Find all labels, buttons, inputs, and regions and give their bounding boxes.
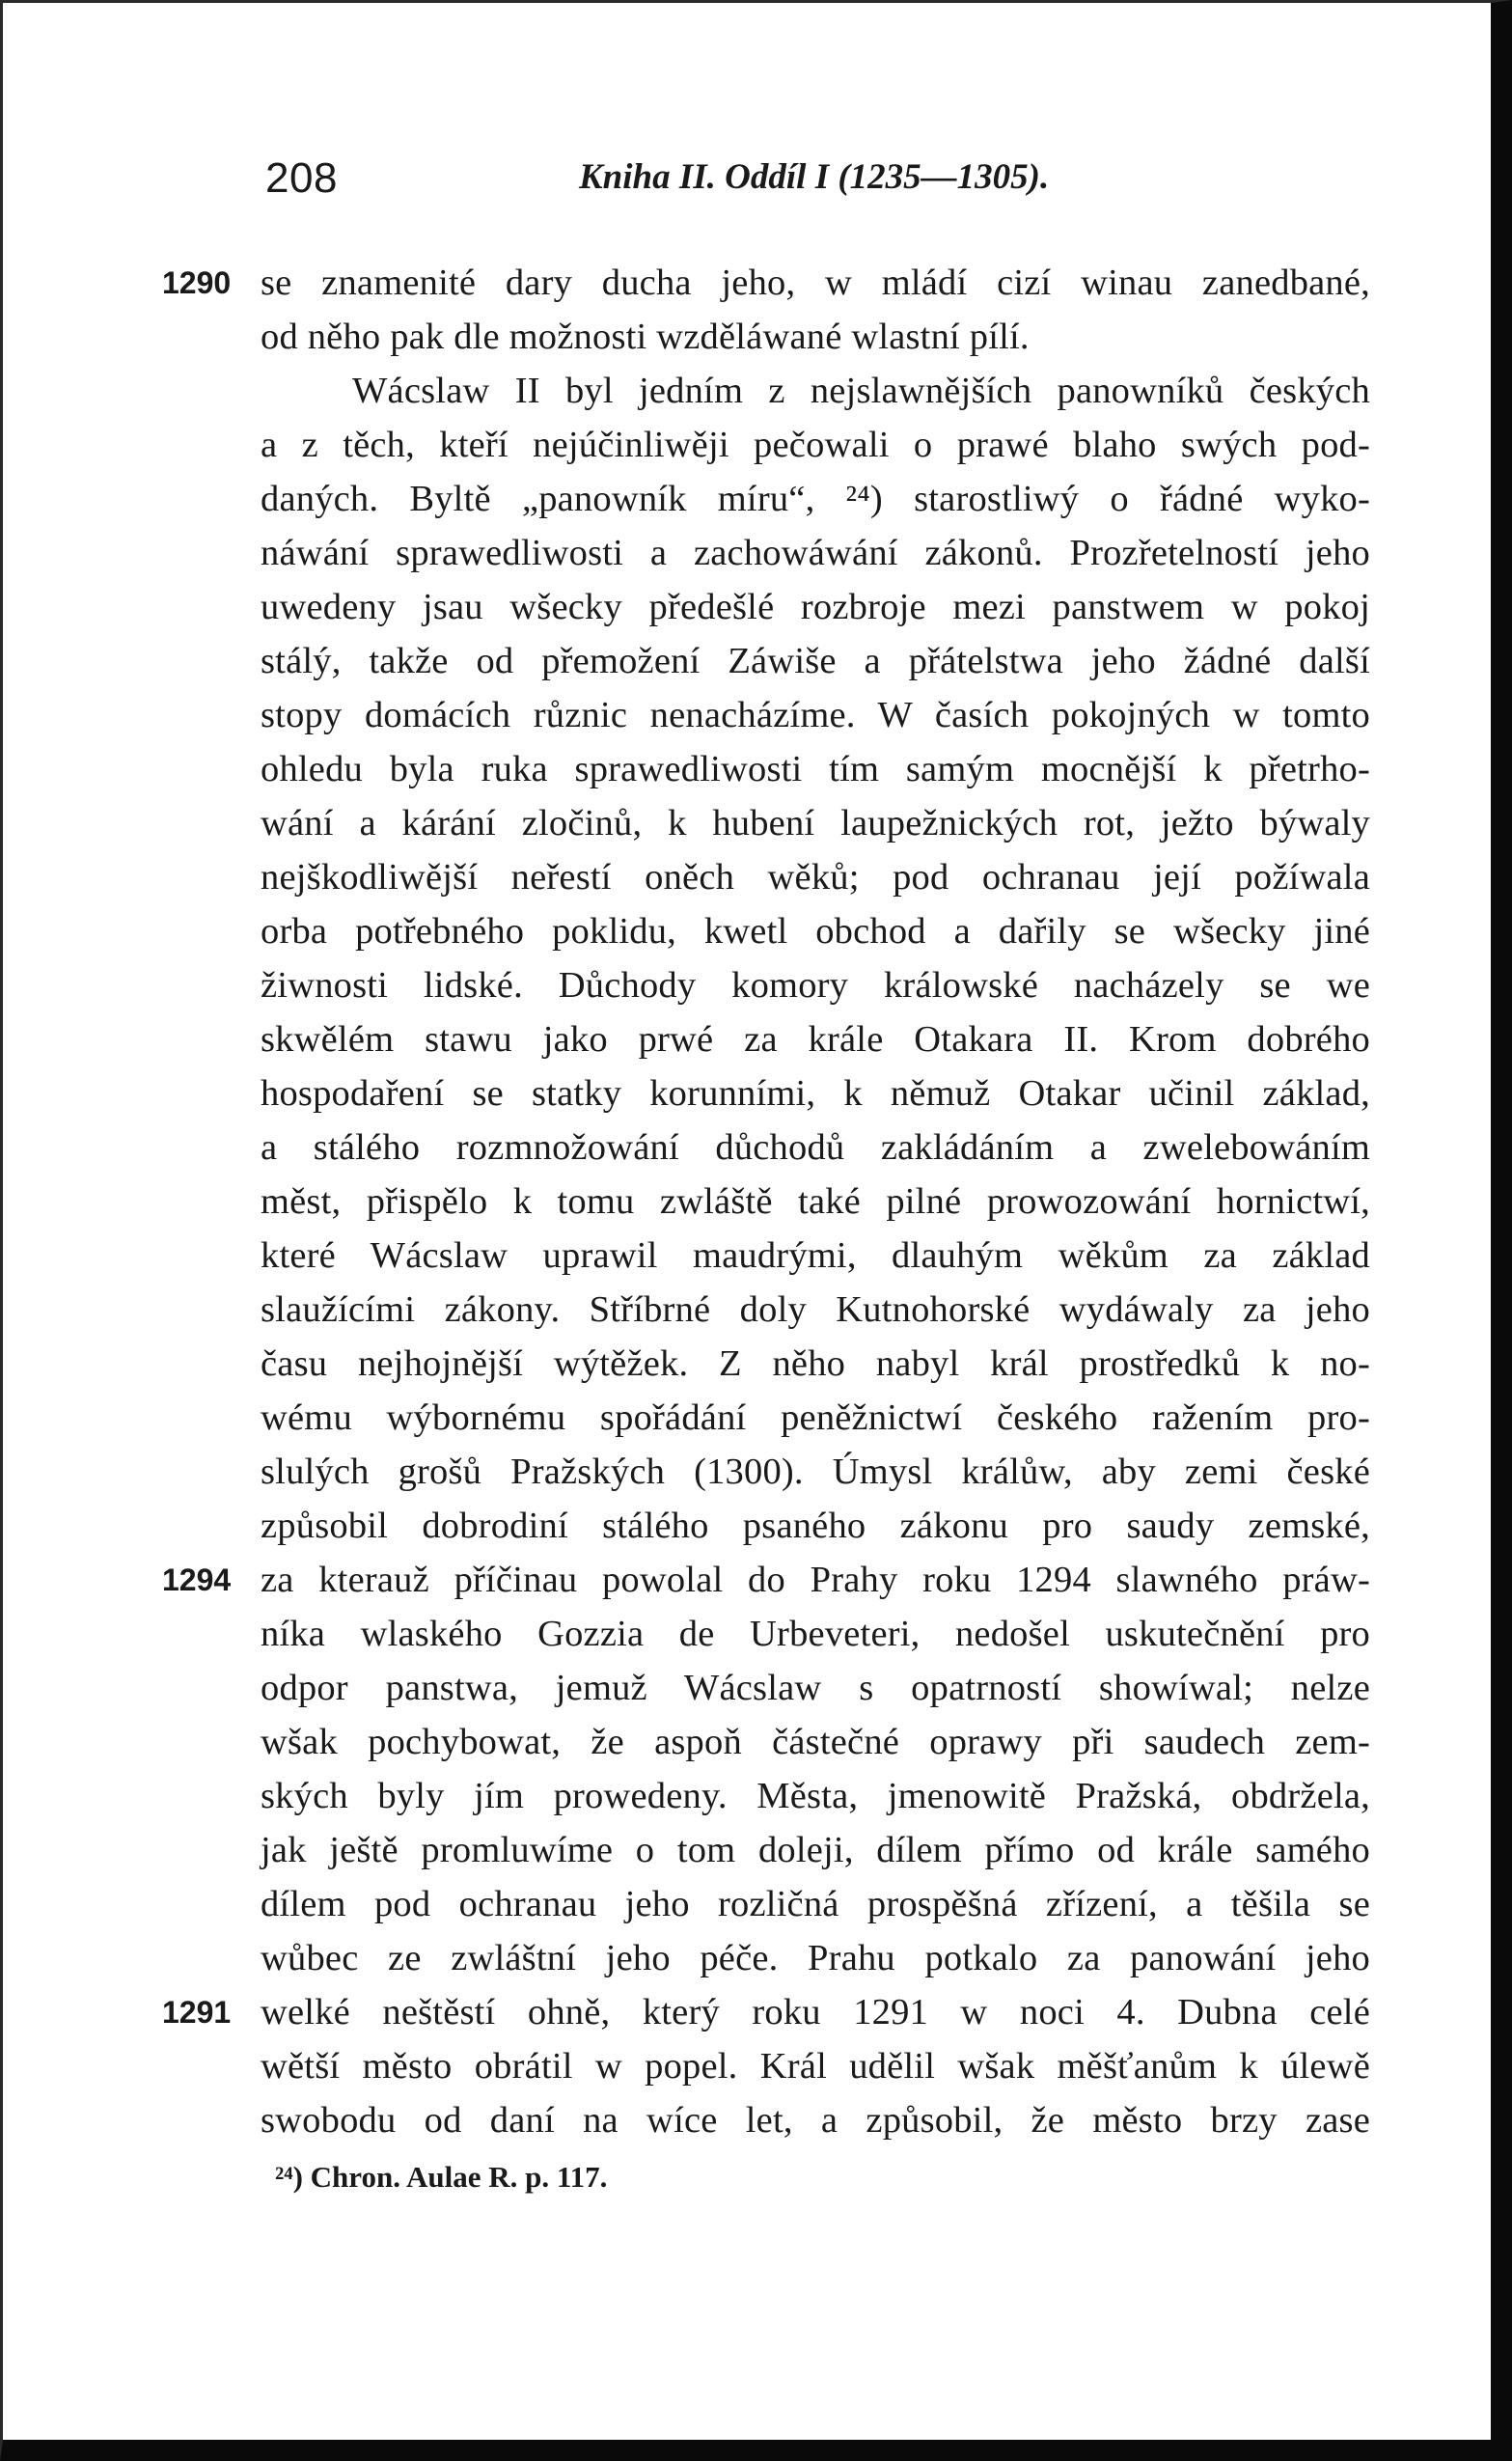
text-line: orba potřebného poklidu, kwetl obchod a dařily se wšecky jiné xyxy=(261,911,1370,952)
text-line: uwedeny jsau wšecky předešlé rozbroje mezi panstwem w pokoj xyxy=(261,587,1370,627)
text-line: ských byly jím prowedeny. Města, jmenowitě Pražská, obdržela, xyxy=(261,1776,1370,1816)
text-line: ohledu byla ruka sprawedliwosti tím samým mocnější k přetrho- xyxy=(261,749,1370,789)
text-line: od něho pak dle možnosti wzděláwané wlastní pílí. xyxy=(261,317,1030,357)
page-number: 208 xyxy=(265,154,338,202)
text-line: způsobil dobrodiní stálého psaného zákonu pro saudy zemské, xyxy=(261,1506,1370,1546)
text-line: které Wácslaw uprawil maudrými, dlauhým wěkům za základ xyxy=(261,1235,1370,1276)
text-line: níka wlaského Gozzia de Urbeveteri, nedošel uskutečnění pro xyxy=(261,1614,1370,1654)
text-line: slaužícími zákony. Stříbrné doly Kutnohorské wydáwaly za jeho xyxy=(261,1289,1370,1330)
text-line: žiwnosti lidské. Důchody komory králowské nacházely se we xyxy=(261,965,1370,1006)
text-line: jak ještě promluwíme o tom doleji, dílem přímo od krále samého xyxy=(261,1830,1370,1870)
text-line: wětší město obrátil w popel. Král udělil wšak měšťanům k úlewě xyxy=(261,2046,1370,2087)
text-line: a z těch, kteří nejúčinliwěji pečowali o prawé blaho swých pod- xyxy=(261,425,1370,465)
margin-year: 1290 xyxy=(162,265,232,300)
margin-year: 1291 xyxy=(162,1995,232,2030)
running-head: Kniha II. Oddíl I (1235—1305). xyxy=(579,157,1050,197)
margin-year: 1294 xyxy=(162,1562,232,1597)
text-line: odpor panstwa, jemuž Wácslaw s opatrností showíwal; nelze xyxy=(261,1668,1370,1708)
text-line: měst, přispělo k tomu zwláště také pilné prowozowání hornictwí, xyxy=(261,1181,1370,1222)
text-line: welké neštěstí ohně, který roku 1291 w noci 4. Dubna celé xyxy=(261,1992,1370,2032)
text-line: stálý, takže od přemožení Záwiše a přátelstwa jeho žádné další xyxy=(261,641,1370,681)
text-line: náwání sprawedliwosti a zachowáwání zákonů. Prozřetelností jeho xyxy=(261,533,1370,573)
text-line: skwělém stawu jako prwé za krále Otakara II. Krom dobrého xyxy=(261,1019,1370,1060)
text-line: nejškodliwější neřestí oněch wěků; pod ochranau její požíwala xyxy=(261,857,1370,898)
text-line: dílem pod ochranau jeho rozličná prospěšná zřízení, a těšila se xyxy=(261,1884,1370,1924)
text-line: wému wýbornému spořádání peněžnictwí českého ražením pro- xyxy=(261,1397,1370,1438)
text-line: wůbec ze zwláštní jeho péče. Prahu potkalo za panowání jeho xyxy=(261,1938,1370,1978)
text-line: času nejhojnější wýtěžek. Z něho nabyl král prostředků k no- xyxy=(261,1343,1370,1384)
text-line: za kterauž příčinau powolal do Prahy roku 1294 slawného práw- xyxy=(261,1560,1370,1600)
text-line: wšak pochybowat, že aspoň částečné oprawy při saudech zem- xyxy=(261,1722,1370,1762)
text-line: a stálého rozmnožowání důchodů zakládáním a zwelebowáním xyxy=(261,1127,1370,1168)
text-line: stopy domácích různic nenacházíme. W časích pokojných w tomto xyxy=(261,695,1370,735)
text-line: se znamenité dary ducha jeho, w mládí cizí winau zanedbané, xyxy=(261,263,1370,303)
page-header xyxy=(265,154,1375,212)
footnote: ²⁴) Chron. Aulae R. p. 117. xyxy=(275,2160,608,2194)
text-line: wání a kárání zločinů, k hubení laupežnických rot, ježto býwaly xyxy=(261,803,1370,843)
text-line: hospodaření se statky korunními, k němuž Otakar učinil základ, xyxy=(261,1073,1370,1114)
text-line: swobodu od daní na wíce let, a způsobil, že město brzy zase xyxy=(261,2100,1370,2141)
text-line: slulých grošů Pražských (1300). Úmysl králůw, aby zemi české xyxy=(261,1452,1370,1492)
text-line: Wácslaw II byl jedním z nejslawnějších panowníků českých xyxy=(352,371,1370,411)
text-line: daných. Byltě „panowník míru“, ²⁴) starostliwý o řádné wyko- xyxy=(261,479,1370,519)
